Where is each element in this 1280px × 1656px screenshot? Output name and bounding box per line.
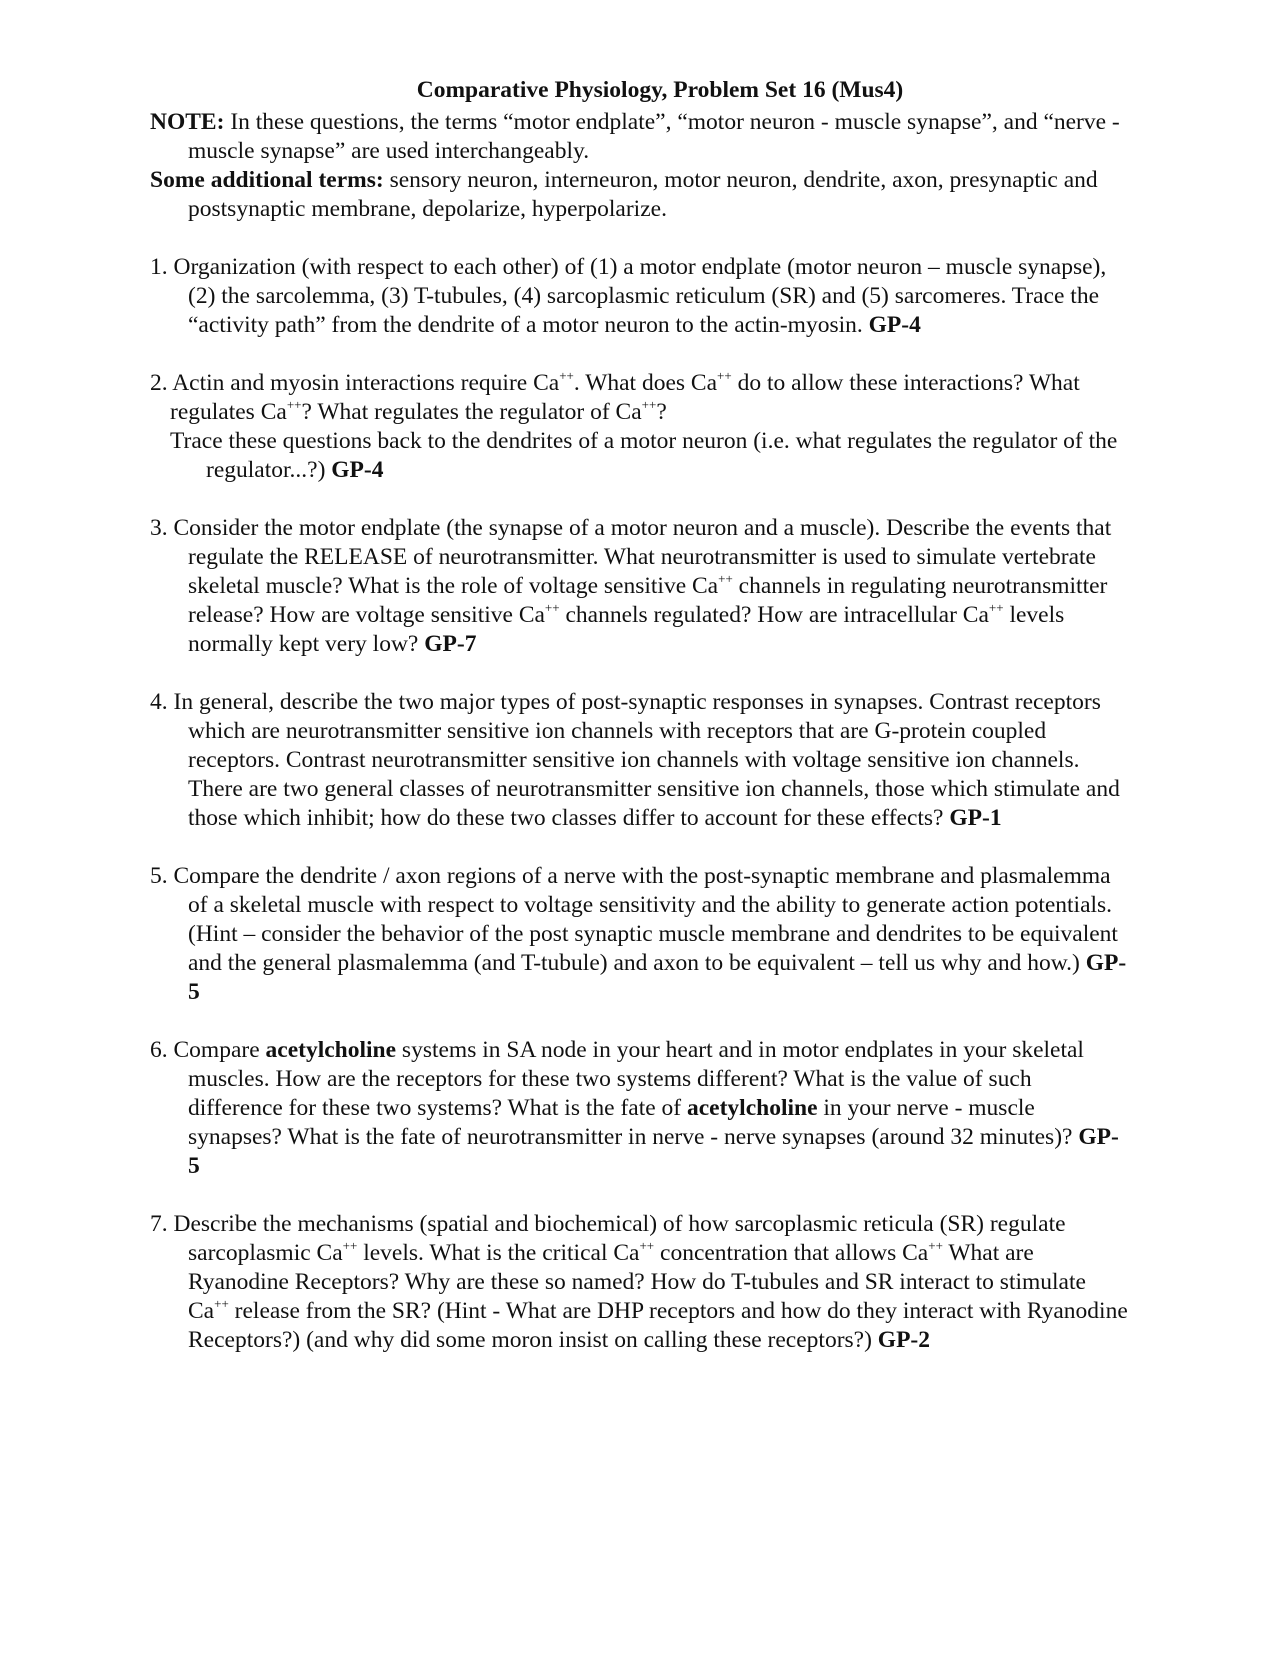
question-5-tag: GP-5	[188, 950, 1127, 1005]
question-6-text-a: 6. Compare	[150, 1037, 266, 1063]
note-label: NOTE:	[150, 109, 225, 135]
note-paragraph	[150, 108, 1130, 166]
superscript: ++	[639, 1238, 655, 1253]
terms-paragraph	[150, 166, 1130, 224]
question-6-bold-2: acetylcholine	[687, 1095, 818, 1121]
superscript: ++	[988, 600, 1004, 615]
question-3-tag: GP-7	[424, 631, 477, 657]
question-7-text-e: release from the SR? (Hint - What are DHP receptors and how do they interact with Ryanodine Receptors?) (and why did some moron insist on calling these receptors?)	[188, 1298, 1128, 1353]
document-page	[150, 72, 1130, 1355]
superscript: ++	[342, 1238, 358, 1253]
note-text: In these questions, the terms “motor endplate”, “motor neuron - muscle synapse”, and “nerve - muscle synapse” are used interchangeably.	[188, 109, 1120, 164]
question-7-text-a: 7. Describe the mechanisms (spatial and biochemical) of how sarcoplasmic reticula (SR) regulate sarcoplasmic Ca	[150, 1211, 1066, 1266]
question-2-tag: GP-4	[331, 457, 384, 483]
question-1-tag: GP-4	[868, 312, 921, 338]
question-7-text-c: concentration that allows Ca	[654, 1240, 929, 1266]
question-4-tag: GP-1	[949, 805, 1002, 831]
question-3	[150, 514, 1130, 659]
question-2-text-c: do to allow these interactions? What regulates Ca	[170, 370, 1080, 425]
question-7-tag: GP-2	[877, 1327, 931, 1353]
question-2-text-e: ?	[656, 399, 667, 425]
question-2-text-f: Trace these questions back to the dendrites of a motor neuron (i.e. what regulates the regulator of the regulator...?)	[170, 428, 1118, 483]
question-1	[150, 253, 1130, 340]
question-5-text: 5. Compare the dendrite / axon regions of a nerve with the post-synaptic membrane and plasmalemma of a skeletal muscle with respect to voltage sensitivity and the ability to generate action potentials. (Hint – consider the behavior of the post synaptic muscle membrane and dendrites to be equivalent and the general plasmalemma (and T-tubule) and axon to be equivalent – tell us why and how.)	[150, 863, 1118, 976]
question-3-text-c: channels regulated? How are intracellular Ca	[559, 602, 989, 628]
question-2-text-a: 2. Actin and myosin interactions require Ca	[150, 370, 560, 396]
question-7-text-b: levels. What is the critical Ca	[357, 1240, 640, 1266]
superscript: ++	[641, 397, 657, 412]
question-3-text-d: levels normally kept very low?	[188, 602, 1065, 657]
superscript: ++	[214, 1296, 229, 1311]
question-6	[150, 1036, 1130, 1181]
question-3-text-a: 3. Consider the motor endplate (the synapse of a motor neuron and a muscle). Describe the events that regulate the RELEASE of neurotransmitter. What neurotransmitter is used to simulate vertebrate skeletal muscle? What is the role of voltage sensitive Ca	[150, 515, 1112, 599]
question-1-text: 1. Organization (with respect to each other) of (1) a motor endplate (motor neuron – muscle synapse), (2) the sarcolemma, (3) T-tubules, (4) sarcoplasmic reticulum (SR) and (5) sarcomeres. Trace the “activity path” from the dendrite of a motor neuron to the actin-myosin.	[150, 254, 1107, 338]
question-6-bold-1: acetylcholine	[265, 1037, 397, 1063]
superscript: ++	[718, 571, 733, 586]
question-4	[150, 688, 1130, 833]
terms-text: sensory neuron, interneuron, motor neuron, dendrite, axon, presynaptic and postsynaptic membrane, depolarize, hyperpolarize.	[188, 167, 1098, 222]
superscript: ++	[286, 397, 302, 412]
question-2-continued	[150, 427, 1130, 485]
question-6-text-c: in your nerve - muscle synapses? What is the fate of neurotransmitter in nerve - nerve synapses (around 32 minutes)?	[188, 1095, 1079, 1150]
question-2	[150, 369, 1130, 427]
terms-label: Some additional terms:	[150, 167, 384, 193]
question-7	[150, 1210, 1130, 1355]
page-title: Comparative Physiology, Problem Set 16 (Mus4)	[416, 77, 904, 103]
question-6-tag: GP-5	[188, 1124, 1119, 1179]
superscript: ++	[559, 368, 574, 383]
question-3-text-b: channels in regulating neurotransmitter release? How are voltage sensitive Ca	[188, 573, 1108, 628]
question-5	[150, 862, 1130, 1007]
superscript: ++	[928, 1238, 943, 1253]
superscript: ++	[717, 368, 732, 383]
superscript: ++	[544, 600, 560, 615]
question-4-text: 4. In general, describe the two major types of post-synaptic responses in synapses. Contrast receptors which are neurotransmitter sensitive ion channels with receptors that are G-protein coupled receptors. Contrast neurotransmitter sensitive ion channels with voltage sensitive ion channels. There are two general classes of neurotransmitter sensitive ion channels, those which stimulate and those which inhibit; how do these two classes differ to account for these effects?	[150, 689, 1120, 831]
question-2-text-d: ? What regulates the regulator of Ca	[301, 399, 642, 425]
question-2-text-b: . What does Ca	[573, 370, 718, 396]
question-6-text-b: systems in SA node in your heart and in motor endplates in your skeletal muscles. How are the receptors for these two systems different? What is the value of such difference for these two systems? What is the fate of	[188, 1037, 1084, 1121]
question-7-text-d: What are Ryanodine Receptors? Why are these so named? How do T-tubules and SR interact to stimulate Ca	[188, 1240, 1086, 1324]
